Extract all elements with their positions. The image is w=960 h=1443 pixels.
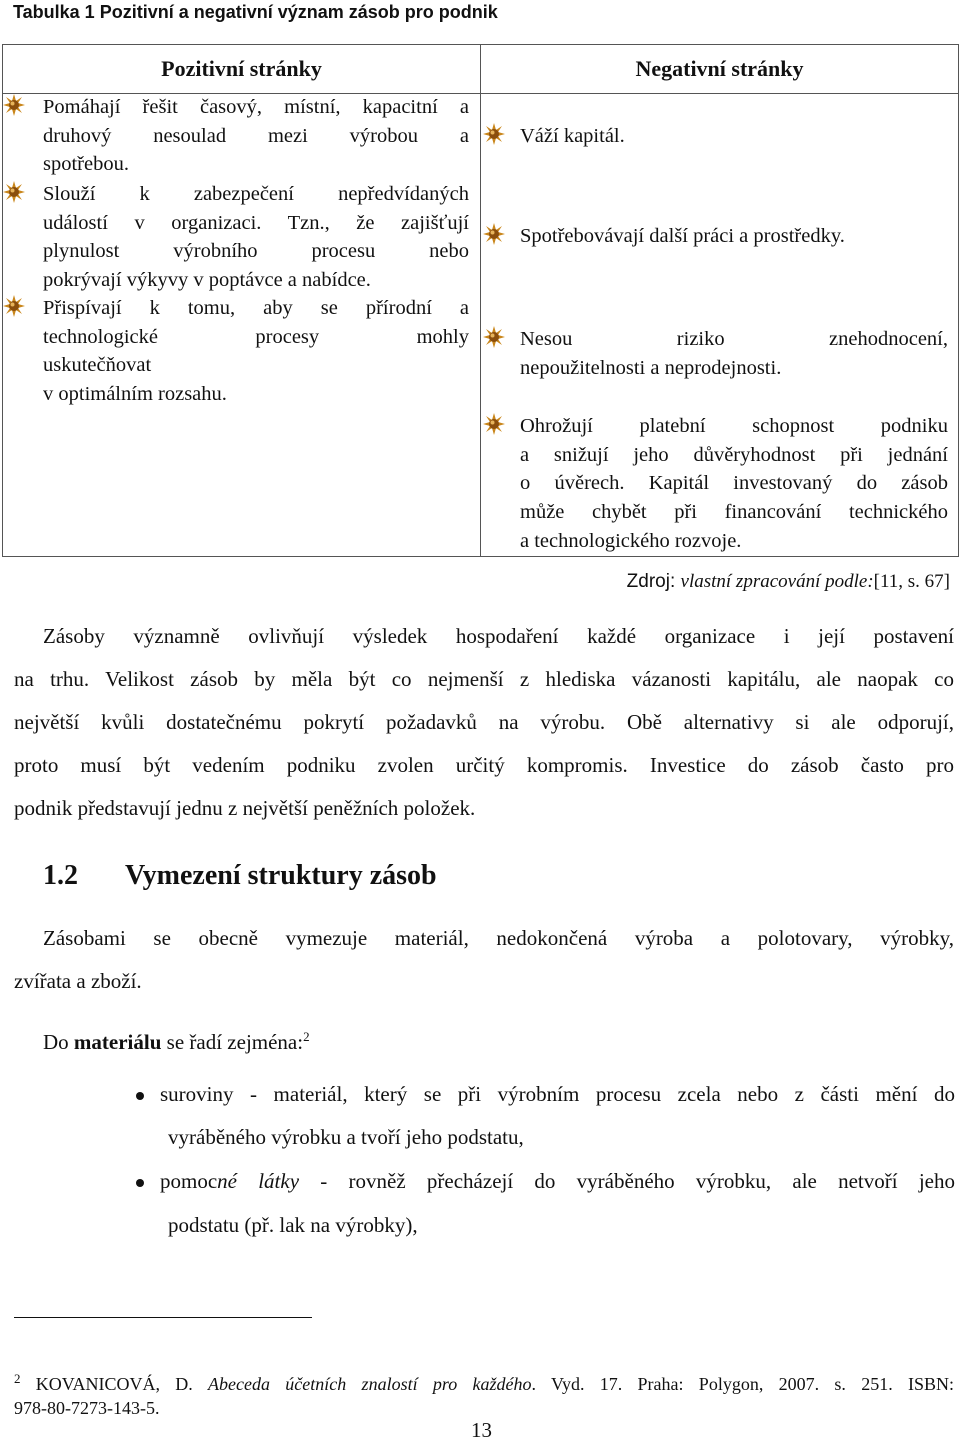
positive-item-line: technologické procesy mohly [43,325,469,348]
positive-item [43,294,469,409]
list-item-2-pre: pomoc [160,1169,218,1193]
paragraph-inventory-definition [14,917,954,1003]
sunburst-bullet-icon [483,123,505,145]
positive-item-line: uskutečňovat [43,354,152,377]
positive-item-line: spotřebou. [43,153,129,176]
negative-item [520,412,948,556]
list-item-1-line1: suroviny - materiál, který se při výrobním procesu zcela nebo z části mění do [160,1082,955,1106]
negative-item-line: o úvěrech. Kapitál investovaný do zásob [520,472,948,495]
bullet-dot [136,1179,144,1187]
sunburst-bullet-icon [483,326,505,348]
sunburst-bullet-icon [3,94,25,116]
paragraph-line: proto musí být vedením podniku zvolen určitý kompromis. Investice do zásob často pro [14,753,954,777]
positive-item [43,180,469,295]
sunburst-bullet-icon [3,295,25,317]
footnote [14,1367,954,1420]
section-heading [43,860,437,892]
positive-item-line: pokrývají výkyvy v poptávce a nabídce. [43,269,371,292]
paragraph-inventory-importance [14,615,954,830]
list-item-2-rest: - rovněž přecházejí do vyráběného výrobku, ale netvoří jeho [299,1169,955,1193]
negative-item-line: Nesou riziko znehodnocení, [520,328,948,350]
header-negative: Negativní stránky [481,45,959,94]
positive-item-line: v optimálním rozsahu. [43,383,227,406]
negative-item-line: může chybět při financování technického [520,501,948,524]
negative-item-line: nepoužitelnosti a neprodejnosti. [520,356,782,379]
footnote-separator [14,1317,312,1318]
page-number: 13 [471,1418,492,1442]
sunburst-bullet-icon [483,223,505,245]
footnote-mark: 2 [14,1371,21,1386]
list-item-2-italic: né látky [217,1169,300,1193]
header-positive: Pozitivní stránky [3,45,481,94]
positive-item-line: Slouží k zabezpečení nepředvídaných [43,183,469,205]
negative-list [481,94,958,556]
materials-intro-bold: materiálu [73,1030,162,1054]
list-item-2-line2: podstatu (př. lak na výrobky), [168,1213,418,1237]
negative-item [520,222,948,251]
materials-intro [43,1015,310,1064]
section-number: 1.2 [43,860,78,891]
section-title: Vymezení struktury zásob [125,860,437,891]
paragraph-line: podnik představují jednu z největší peněžních položek. [14,796,476,820]
positive-item-line: Přispívají k tomu, aby se přírodní a [43,297,469,319]
source-italic: vlastní zpracování podle: [680,571,874,592]
positive-item-line: Pomáhají řešit časový, místní, kapacitní a [43,96,469,118]
paragraph-line: Zásoby významně ovlivňují výsledek hospodaření každé organizace i její postavení [43,624,954,648]
list-item-1-line2: vyráběného výrobku a tvoří jeho podstatu, [168,1125,524,1149]
positive-item-line: plynulost výrobního procesu nebo [43,240,469,263]
negative-item [520,325,948,382]
positive-item [43,93,469,179]
paragraph-line: Zásobami se obecně vymezuje materiál, nedokončená výroba a polotovary, výrobky, [43,926,954,950]
positive-list [3,94,480,556]
footnote-isbn: 978-80-7273-143-5. [14,1398,160,1418]
negative-item-line: Spotřebovávají další práci a prostředky. [520,225,845,247]
bullet-dot [136,1092,144,1100]
footnote-title: Abeceda účetních znalostí pro každého [208,1374,532,1394]
source-label: Zdroj: [626,571,681,592]
materials-intro-post: se řadí zejména: [161,1030,304,1054]
negative-item-line: a technologického rozvoje. [520,529,742,552]
source-ref: [11, s. 67] [873,571,950,592]
positive-cell [3,94,481,557]
negative-item-line: a snižují jeho důvěryhodnost při jednání [520,443,948,466]
negative-cell [481,94,959,557]
source-note [627,571,950,593]
negative-item [520,122,948,151]
negative-item-line: Ohrožují platební schopnost podniku [520,415,948,437]
positive-item-line: událostí v organizaci. Tzn., že zajišťují [43,211,469,234]
positive-negative-table [2,44,959,557]
footnote-line1 [14,1367,954,1396]
positive-item-line: druhový nesoulad mezi výrobou a [43,124,469,147]
sunburst-bullet-icon [483,413,505,435]
negative-item-line: Váží kapitál. [520,125,625,147]
table-caption: Tabulka 1 Pozitivní a negativní význam zásob pro podnik [13,2,498,22]
materials-intro-pre: Do [43,1030,74,1054]
sunburst-bullet-icon [3,181,25,203]
footnote-ref: 2 [303,1029,310,1044]
paragraph-line: na trhu. Velikost zásob by měla být co nejmenší z hlediska vázanosti kapitálu, ale naopak co [14,667,954,691]
paragraph-line: největší kvůli dostatečnému pokrytí požadavků na výrobu. Obě alternativy si ale odporují, [14,710,954,734]
paragraph-line: zvířata a zboží. [14,969,142,993]
footnote-rest: . Vyd. 17. Praha: Polygon, 2007. s. 251. ISBN: [531,1374,954,1394]
list-item-2-line1 [160,1159,955,1203]
footnote-author: KOVANICOVÁ, D. [20,1374,209,1394]
